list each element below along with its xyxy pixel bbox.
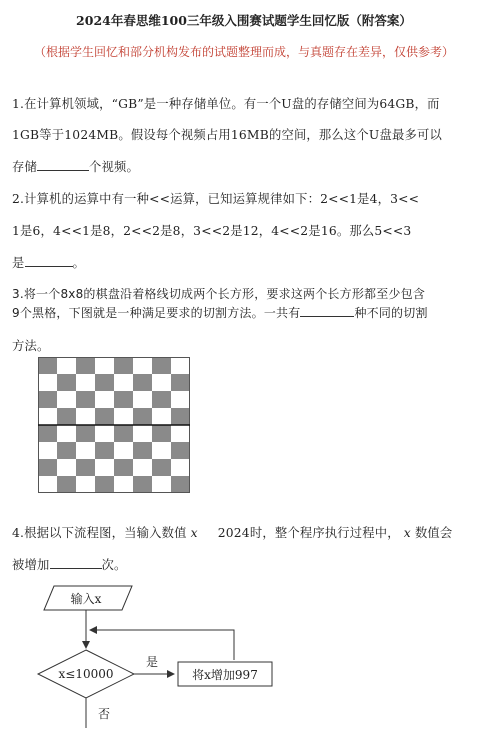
chessboard-cell (133, 425, 152, 442)
chessboard-cell (114, 357, 133, 374)
chessboard-cell (152, 425, 171, 442)
chessboard-cell (57, 476, 76, 493)
q4-variable-x-2: x (403, 526, 411, 540)
chessboard-cell (95, 391, 114, 408)
chessboard-cell (171, 357, 190, 374)
chessboard-cell (133, 391, 152, 408)
q4-line-1 (12, 523, 452, 541)
flow-input-label: 输入x (70, 592, 102, 606)
chessboard-cell (152, 357, 171, 374)
chessboard-cell (95, 374, 114, 391)
chessboard-cell (114, 425, 133, 442)
chessboard-cell (57, 391, 76, 408)
q4-answer-blank[interactable] (50, 558, 102, 569)
q3-line-1: 3.将一个8x8的棋盘沿着格线切成两个长方形，要求这两个长方形都至少包含 (12, 287, 426, 301)
q2-line-3 (12, 253, 85, 271)
chessboard-cell (57, 408, 76, 425)
chessboard-cell (114, 476, 133, 493)
chessboard-cell (38, 391, 57, 408)
chessboard-cell (38, 442, 57, 459)
chessboard-cell (38, 357, 57, 374)
chessboard-cell (171, 442, 190, 459)
chessboard-cell (38, 476, 57, 493)
q4-variable-x: x (190, 526, 198, 540)
chessboard-cell (95, 442, 114, 459)
q3-line-3: 方法。 (12, 339, 50, 353)
chessboard-cell (38, 408, 57, 425)
chessboard-cell (114, 391, 133, 408)
chessboard-cell (133, 442, 152, 459)
chessboard-cell (95, 408, 114, 425)
chessboard-cell (38, 459, 57, 476)
chessboard-cell (171, 374, 190, 391)
q3-line-2 (12, 304, 428, 321)
chessboard-cell (133, 459, 152, 476)
chessboard-cell (38, 425, 57, 442)
q4-line-1-start: 4.根据以下流程图，当输入数值 (12, 526, 187, 540)
chessboard-cell (114, 442, 133, 459)
chessboard-cell (76, 425, 95, 442)
chessboard-cell (76, 408, 95, 425)
q4-line-2 (12, 555, 127, 573)
q2-line-3-start: 是 (12, 256, 25, 270)
chessboard-cell (95, 357, 114, 374)
chessboard-cell (57, 374, 76, 391)
flow-no-label: 否 (98, 707, 111, 721)
chessboard-cell (57, 442, 76, 459)
chessboard-cell (76, 391, 95, 408)
chessboard-cell (114, 459, 133, 476)
chessboard-cell (76, 476, 95, 493)
q1-answer-blank[interactable] (37, 160, 89, 171)
chessboard-cell (171, 425, 190, 442)
chessboard-cell (133, 357, 152, 374)
chessboard-cell (114, 408, 133, 425)
q4-line-2-start: 被增加 (12, 558, 50, 572)
chessboard-cell (171, 408, 190, 425)
flow-loop-arrow (90, 630, 234, 660)
chessboard-cell (171, 476, 190, 493)
flow-yes-label: 是 (145, 655, 159, 669)
chessboard-cell (133, 476, 152, 493)
page-subtitle: （根据学生回忆和部分机构发布的试题整理而成，与真题存在差异，仅供参考） (33, 45, 454, 59)
q1-line-3-end: 个视频。 (89, 160, 139, 174)
chessboard-cell (95, 459, 114, 476)
chessboard-cell (152, 459, 171, 476)
flow-condition-label: x≤10000 (58, 667, 114, 681)
chessboard-cell (152, 476, 171, 493)
flowchart (28, 578, 288, 728)
chessboard-cell (38, 374, 57, 391)
q1-line-2: 1GB等于1024MB。假设每个视频占用16MB的空间，那么这个U盘最多可以 (12, 128, 442, 142)
q3-answer-blank[interactable] (300, 306, 354, 317)
flow-action-label: 将x增加997 (192, 668, 258, 682)
q1-line-3-start: 存储 (12, 160, 37, 174)
q4-line-2-end: 次。 (101, 558, 127, 572)
chessboard-cell (57, 425, 76, 442)
chessboard-cell (76, 442, 95, 459)
q2-line-2: 1是6，4<<1是8，2<<2是8，3<<2是12，4<<2是16。那么5<<3 (12, 224, 412, 238)
chessboard-cell (171, 459, 190, 476)
chessboard-cell (76, 357, 95, 374)
chessboard-cell (114, 374, 133, 391)
chessboard-cell (57, 459, 76, 476)
chessboard-cell (152, 408, 171, 425)
chessboard-cell (57, 357, 76, 374)
chessboard-cell (133, 374, 152, 391)
q3-line-2-start: 9个黑格，下图就是一种满足要求的切割方法。一共有 (12, 306, 301, 320)
q2-line-1: 2.计算机的运算中有一种<<运算，已知运算规律如下：2<<1是4，3<< (12, 192, 420, 206)
q4-line-1-mid: 2024时，整个程序执行过程中， (217, 526, 400, 540)
chessboard-cell (76, 459, 95, 476)
chessboard-cell (95, 425, 114, 442)
chessboard-cell (133, 408, 152, 425)
q3-line-2-end: 种不同的切割 (354, 306, 428, 320)
q2-line-3-end: 。 (72, 256, 85, 270)
chessboard-cell (171, 391, 190, 408)
q4-line-1-end: 数值会 (414, 526, 453, 540)
chessboard-cell (76, 374, 95, 391)
chessboard-cell (152, 374, 171, 391)
chessboard-figure (38, 357, 190, 495)
page-title: 2024年春思维100三年级入围赛试题学生回忆版（附答案） (76, 13, 412, 28)
q1-line-3 (12, 157, 139, 175)
q2-answer-blank[interactable] (25, 256, 73, 267)
chessboard-cell (152, 391, 171, 408)
q1-line-1: 1.在计算机领域，“GB”是一种存储单位。有一个U盘的存储空间为64GB，而 (12, 97, 440, 111)
chessboard-cell (95, 476, 114, 493)
chessboard-cell (152, 442, 171, 459)
